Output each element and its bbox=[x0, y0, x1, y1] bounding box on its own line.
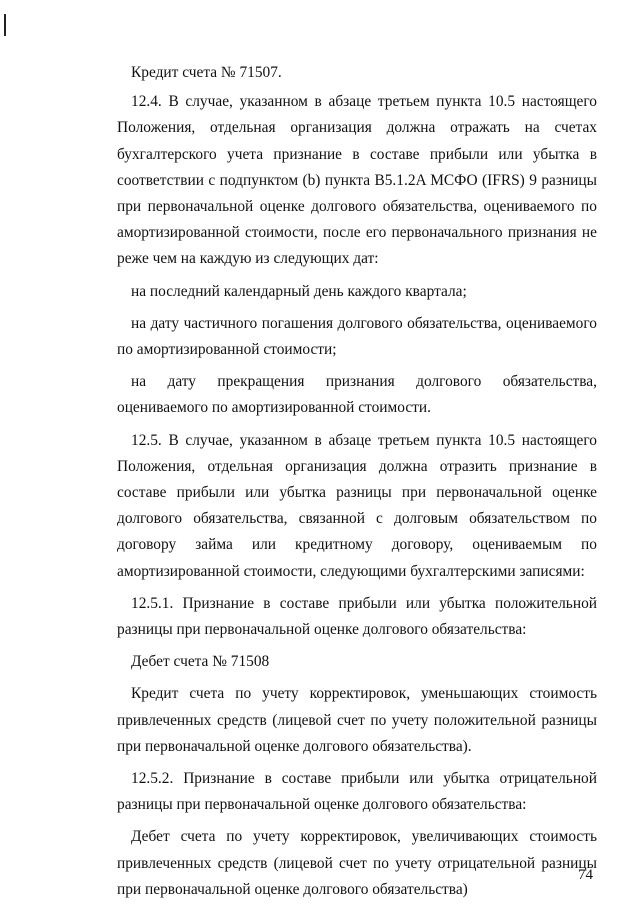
scan-edge-mark bbox=[4, 14, 6, 36]
credit-adjustments-decrease: Кредит счета по учету корректировок, уменьшающих стоимость привлеченных средств (лицевой счет по учету положительной разницы при первоначальной оценке долгового обязательства). bbox=[117, 685, 597, 755]
document-body bbox=[117, 60, 597, 903]
list-item-quarter-end: на последний календарный день каждого квартала; bbox=[131, 282, 467, 300]
paragraph-12-5-1: 12.5.1. Признание в составе прибыли или убытка положительной разницы при первоначальной оценке долгового обязательства: bbox=[117, 594, 597, 639]
debit-adjustments-increase: Дебет счета по учету корректировок, увеличивающих стоимость привлеченных средств (лицевой счет по учету отрицательной разницы при первоначальной оценке долгового обязательства) bbox=[117, 828, 597, 898]
paragraph-12-4: 12.4. В случае, указанном в абзаце третьем пункта 10.5 настоящего Положения, отдельная организация должна отражать на счетах бухгалтерского учета признание в составе прибыли или убытка в соответствии с подпунктом (b) пункта B5.1.2A МСФО (IFRS) 9 разницы при первоначальной оценке долгового обязательства, оцениваемого по амортизированной стоимости, после его первоначального признания не реже чем на каждую из следующих дат: bbox=[117, 93, 597, 268]
debit-account-71508: Дебет счета № 71508 bbox=[131, 653, 270, 671]
paragraph-12-5: 12.5. В случае, указанном в абзаце третьем пункта 10.5 настоящего Положения, отдельная организация должна отразить признание в составе прибыли или убытка разницы при первоначальной оценке долгового обязательства, связанной с долговым обязательством по договору займа или кредитному договору, оцениваемым по амортизированной стоимости, следующими бухгалтерскими записями: bbox=[117, 431, 597, 580]
credit-account-71507: Кредит счета № 71507. bbox=[131, 64, 282, 81]
page-number: 74 bbox=[578, 867, 593, 883]
list-item-partial-repayment: на дату частичного погашения долгового обязательства, оцениваемого по амортизированной стоимости; bbox=[117, 314, 597, 359]
list-item-derecognition: на дату прекращения признания долгового обязательства, оцениваемого по амортизированной стоимости. bbox=[117, 373, 597, 417]
paragraph-12-5-2: 12.5.2. Признание в составе прибыли или убытка отрицательной разницы при первоначальной оценке долгового обязательства: bbox=[117, 770, 597, 814]
